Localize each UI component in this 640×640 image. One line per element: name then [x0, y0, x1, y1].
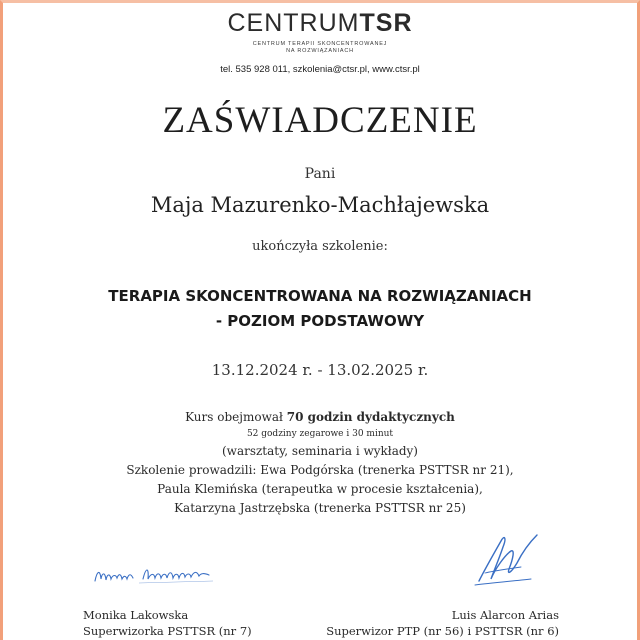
hours-bold: 70 godzin dydaktycznych [286, 410, 455, 424]
recipient-name: Maja Mazurenko-Machłajewska [150, 193, 490, 217]
signature-left-role: Superwizorka PSTTSR (nr 7) [83, 624, 252, 638]
signature-left-image [91, 559, 221, 589]
completed-text: ukończyła szkolenie: [252, 239, 388, 254]
signature-right-name: Luis Alarcon Arias [451, 608, 559, 622]
trainers-line1: Szkolenie prowadzili: Ewa Podgórska (trenerka PSTTSR nr 21), [126, 463, 514, 477]
course-details [3, 408, 637, 518]
hours-line [3, 408, 637, 427]
logo-text-centrum: CENTRUM [227, 9, 360, 37]
logo-text-tsr: TSR [359, 9, 413, 37]
course-title-line2: - POZIOM PODSTAWOWY [215, 312, 425, 330]
logo-subtitle-line2: NA ROZWIĄZANIACH [286, 48, 354, 54]
trainers-line3: Katarzyna Jastrzębska (trenerka PSTTSR nr 25) [174, 501, 466, 515]
course-title-line1: TERAPIA SKONCENTROWANA NA ROZWIĄZANIACH [108, 287, 532, 305]
course-title [3, 284, 637, 334]
course-dates: 13.12.2024 r. - 13.02.2025 r. [211, 361, 429, 379]
signature-left [83, 607, 252, 639]
course-format: (warsztaty, seminaria i wykłady) [221, 444, 418, 458]
logo-subtitle [3, 41, 637, 55]
signature-right [326, 607, 559, 639]
signature-right-role: Superwizor PTP (nr 56) i PSTTSR (nr 6) [326, 624, 559, 638]
signature-left-name: Monika Lakowska [83, 608, 189, 622]
contact-info: tel. 535 928 011, szkolenia@ctsr.pl, www.ctsr.pl [220, 64, 420, 75]
certificate-title: ZAŚWIADCZENIE [162, 100, 478, 141]
trainers-line2: Paula Klemińska (terapeutka w procesie kształcenia), [157, 482, 483, 496]
logo [3, 9, 637, 38]
signature-right-image [471, 529, 551, 591]
salutation: Pani [304, 166, 336, 182]
clock-hours: 52 godziny zegarowe i 30 minut [246, 429, 394, 439]
logo-subtitle-line1: CENTRUM TERAPII SKONCENTROWANEJ [252, 41, 388, 47]
hours-prefix: Kurs obejmował [185, 410, 287, 424]
